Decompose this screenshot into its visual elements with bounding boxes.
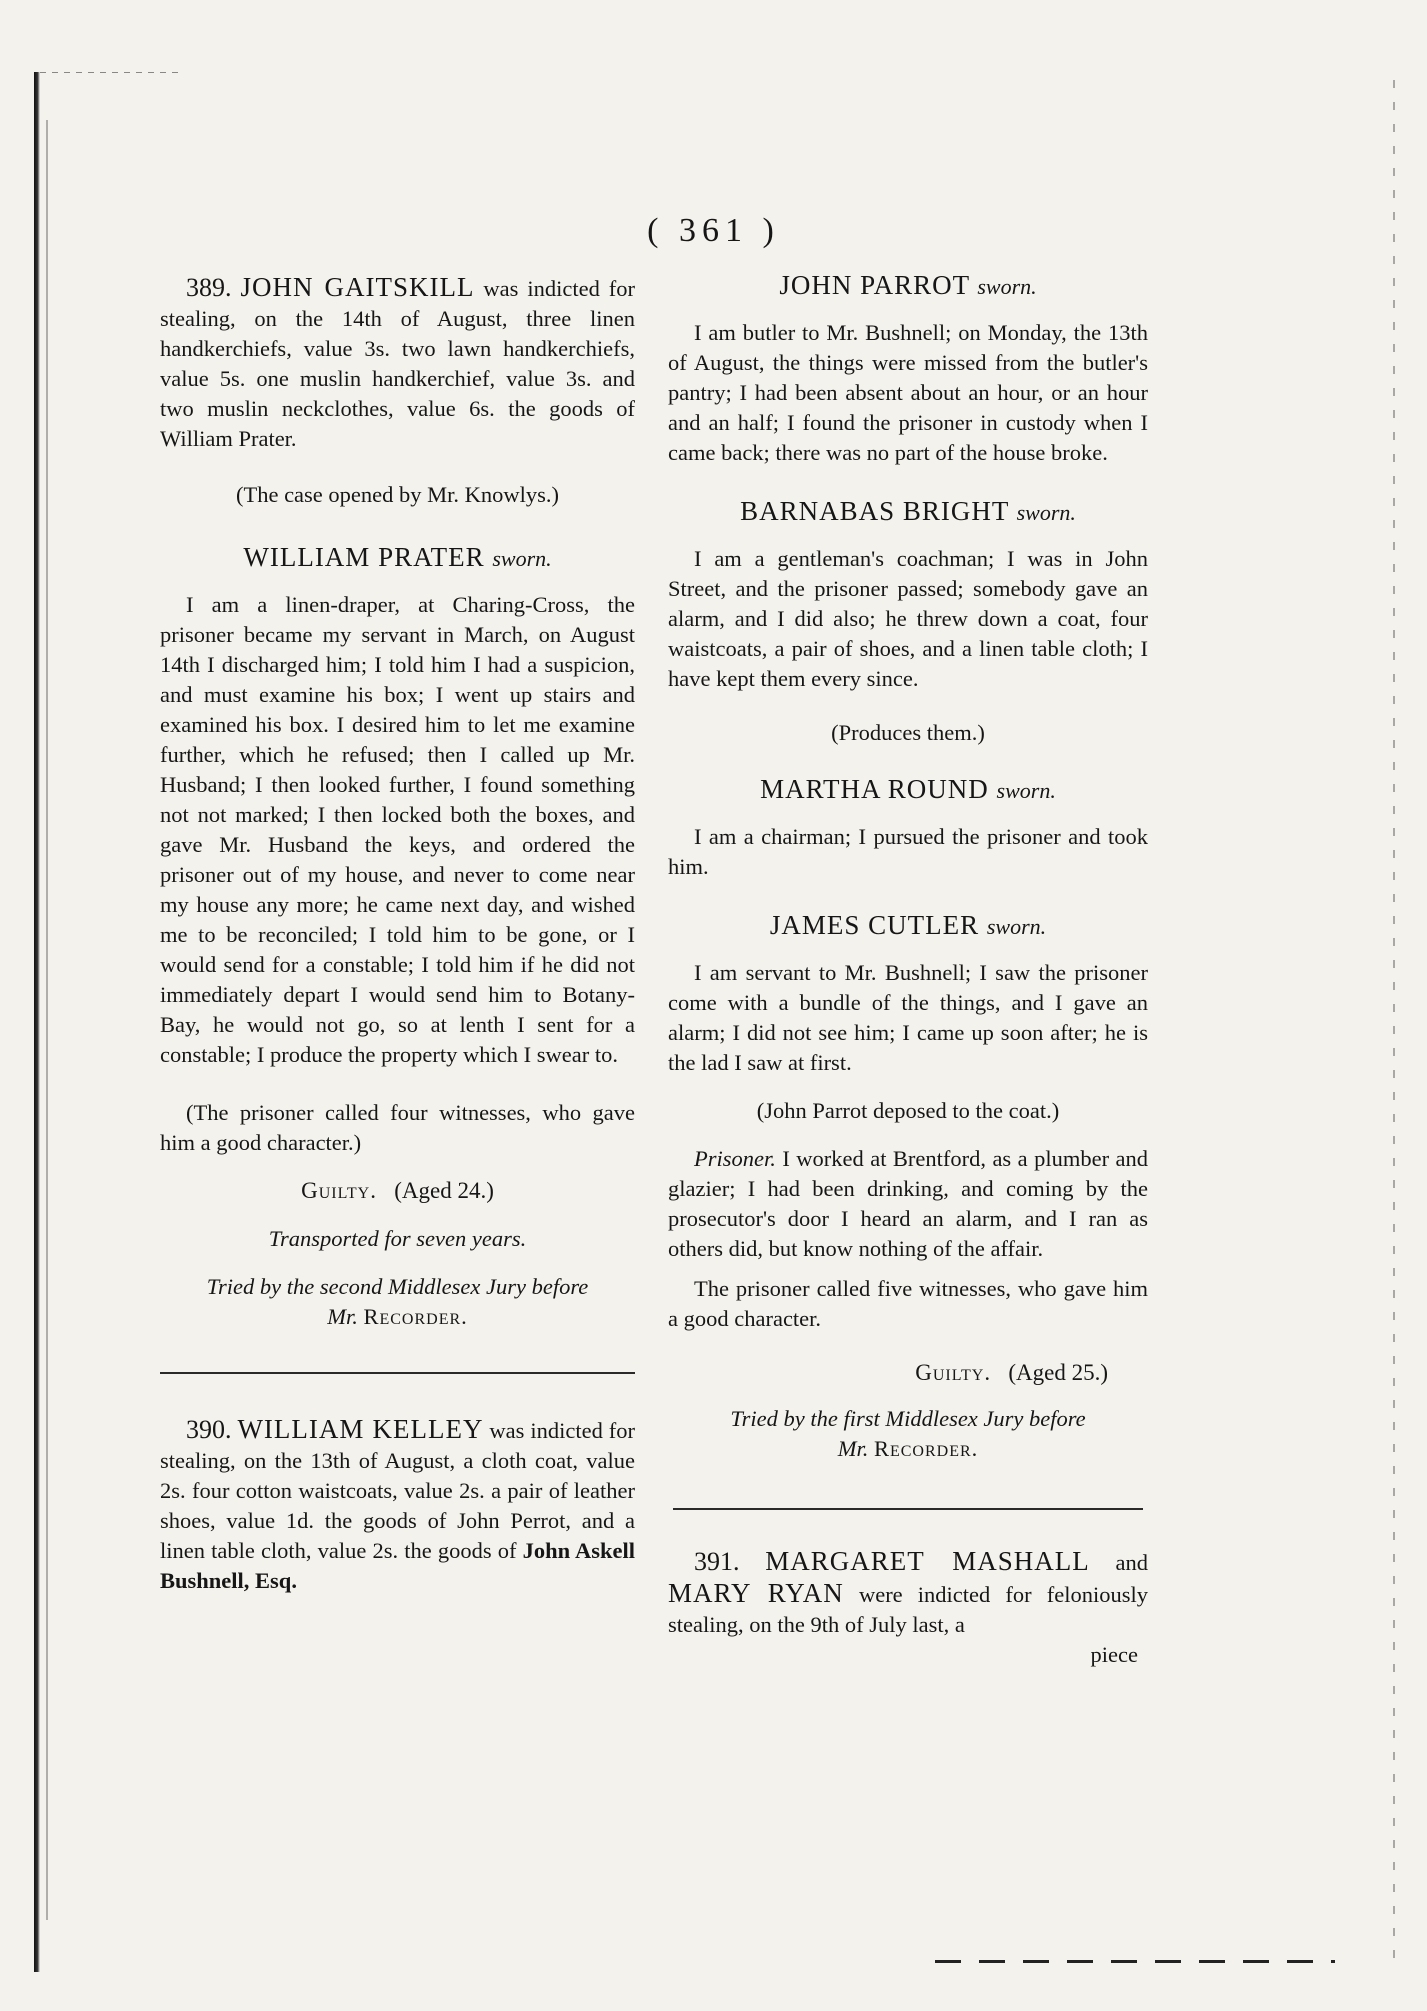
- bright-testimony: I am a gentleman's coachman; I was in John Street, and the prisoner passed; somebody gave an alarm, and I did also; he threw down a coat, four waistcoats, a pair of shoes, and a linen table cloth; I have kept them every since.: [668, 546, 1148, 691]
- defendant-name: JOHN GAITSKILL: [240, 272, 475, 302]
- case-389-paragraph: [160, 272, 635, 454]
- round-testimony: I am a chairman; I pursued the prisoner and took him.: [668, 824, 1148, 879]
- witness-name: MARTHA ROUND: [760, 774, 989, 804]
- trial-mr: Mr.: [327, 1304, 358, 1329]
- sworn-label: sworn.: [492, 546, 552, 571]
- case-390-paragraph: [160, 1414, 635, 1596]
- trial-line: Tried by the second Middlesex Jury before: [206, 1274, 589, 1299]
- witness-heading-bright: [668, 494, 1148, 530]
- trial-mr: Mr.: [837, 1436, 869, 1461]
- witness-heading-cutler: [668, 908, 1148, 944]
- indictment-text: were indicted for feloniously stealing, on the 9th of July last, a: [668, 1582, 1149, 1637]
- defendant-name: MARGARET MASHALL: [765, 1546, 1090, 1576]
- conjunction: and: [1115, 1550, 1148, 1575]
- verdict-age: (Aged 24.): [394, 1178, 494, 1203]
- indictment-text: was indicted for stealing, on the 14th of August, three linen handkerchiefs, value 3s. two lawn handkerchiefs, value 5s. one muslin handkerchief, value 3s. and two muslin neckclothes, value 6s. the goods of William Prater.: [160, 276, 635, 451]
- page-right-edge: [1393, 80, 1395, 1960]
- witness-heading-parrot: [668, 268, 1148, 304]
- section-divider: [160, 1372, 635, 1374]
- witness-name: JAMES CUTLER: [769, 910, 980, 940]
- section-divider: [673, 1508, 1143, 1510]
- witness-name: JOHN PARROT: [779, 270, 970, 300]
- parrot-testimony: I am butler to Mr. Bushnell; on Monday, the 13th of August, the things were missed from the butler's pantry; I had been absent about an hour, or an hour and an half; I found the prisoner in custody when I came back; there was no part of the house broke.: [668, 320, 1148, 465]
- sentence: Transported for seven years.: [268, 1226, 527, 1251]
- cutler-testimony: I am servant to Mr. Bushnell; I saw the prisoner come with a bundle of the things, and I gave an alarm; I did not see him; I came up soon after; he is the lad I saw at first.: [668, 960, 1148, 1075]
- sworn-label: sworn.: [996, 778, 1056, 803]
- prisoner-statement: [668, 1144, 1148, 1264]
- trial-note-390: [668, 1404, 1148, 1464]
- trial-recorder: Recorder.: [363, 1304, 468, 1329]
- verdict-word: Guilty.: [301, 1178, 377, 1203]
- prisoner-text: I worked at Brentford, as a plumber and glazier; I had been drinking, and coming by the prosecutor's door I heard an alarm, and I ran as others did, but know nothing of the affair.: [668, 1146, 1148, 1261]
- sworn-label: sworn.: [977, 274, 1037, 299]
- case-number: 391.: [694, 1547, 740, 1576]
- right-column: [668, 262, 1148, 1670]
- witness-name: BARNABAS BRIGHT: [740, 496, 1009, 526]
- verdict-389: [160, 1176, 635, 1206]
- verdict-390: [668, 1358, 1148, 1388]
- bottom-scan-marks: [935, 1960, 1335, 1963]
- top-scan-rule: [40, 72, 180, 73]
- page-binding-shadow: [46, 120, 48, 1920]
- left-column: [160, 262, 635, 1596]
- witness-heading-prater: [160, 540, 635, 576]
- prisoner-label: Prisoner.: [694, 1146, 776, 1171]
- parrot-deposed-note: (John Parrot deposed to the coat.): [756, 1098, 1060, 1123]
- verdict-word: Guilty.: [915, 1360, 992, 1385]
- character-note: (The prisoner called four witnesses, who gave him a good character.): [160, 1100, 635, 1155]
- defendant-name: WILLIAM KELLEY: [237, 1414, 484, 1444]
- case-number: 390.: [186, 1415, 232, 1444]
- indictment-text: was indicted for stealing, on the 13th of August, a cloth coat, value 2s. four cotton waistcoats, value 2s. a pair of leather shoes, value 1d. the goods of John Perrot, and a linen table cloth, value 2s. the goods of: [160, 1418, 635, 1563]
- case-number: 389.: [186, 273, 232, 302]
- owner-name: John Askell Bushnell, Esq.: [160, 1538, 636, 1593]
- prater-testimony: I am a linen-draper, at Charing-Cross, the prisoner became my servant in March, on August 14th I discharged him; I told him I had a suspicion, and must examine his box; I went up stairs and examined his box. I desired him to let me examine further, which he refused; then I called up Mr. Husband; I then looked further, I found something not not marked; I then locked both the boxes, and gave Mr. Husband the keys, and ordered the prisoner out of my house, and never to come near my house any more; he came next day, and wished me to be reconciled; I told him to be gone, or I would send for a constable; I told him if he did not immediately depart I would send him to Botany-Bay, he would not go, so at lenth I sent for a constable; I produce the property which I swear to.: [160, 592, 635, 1067]
- page-number: ( 361 ): [647, 212, 780, 249]
- catchword: piece: [1090, 1642, 1138, 1667]
- five-witnesses-note: The prisoner called five witnesses, who gave him a good character.: [668, 1276, 1148, 1331]
- witness-name: WILLIAM PRATER: [243, 542, 485, 572]
- witness-heading-round: [668, 772, 1148, 808]
- page-binding-edge: [34, 72, 40, 1972]
- case-opened-note: (The case opened by Mr. Knowlys.): [235, 482, 560, 507]
- trial-note-389: [160, 1272, 635, 1332]
- trial-recorder: Recorder.: [873, 1436, 979, 1461]
- sworn-label: sworn.: [1016, 500, 1076, 525]
- defendant-name: MARY RYAN: [668, 1578, 844, 1608]
- trial-line: Tried by the first Middlesex Jury before: [730, 1406, 1086, 1431]
- sworn-label: sworn.: [986, 914, 1047, 939]
- verdict-age: (Aged 25.): [1008, 1360, 1108, 1385]
- produces-note: (Produces them.): [831, 720, 985, 745]
- case-391-paragraph: [668, 1546, 1148, 1640]
